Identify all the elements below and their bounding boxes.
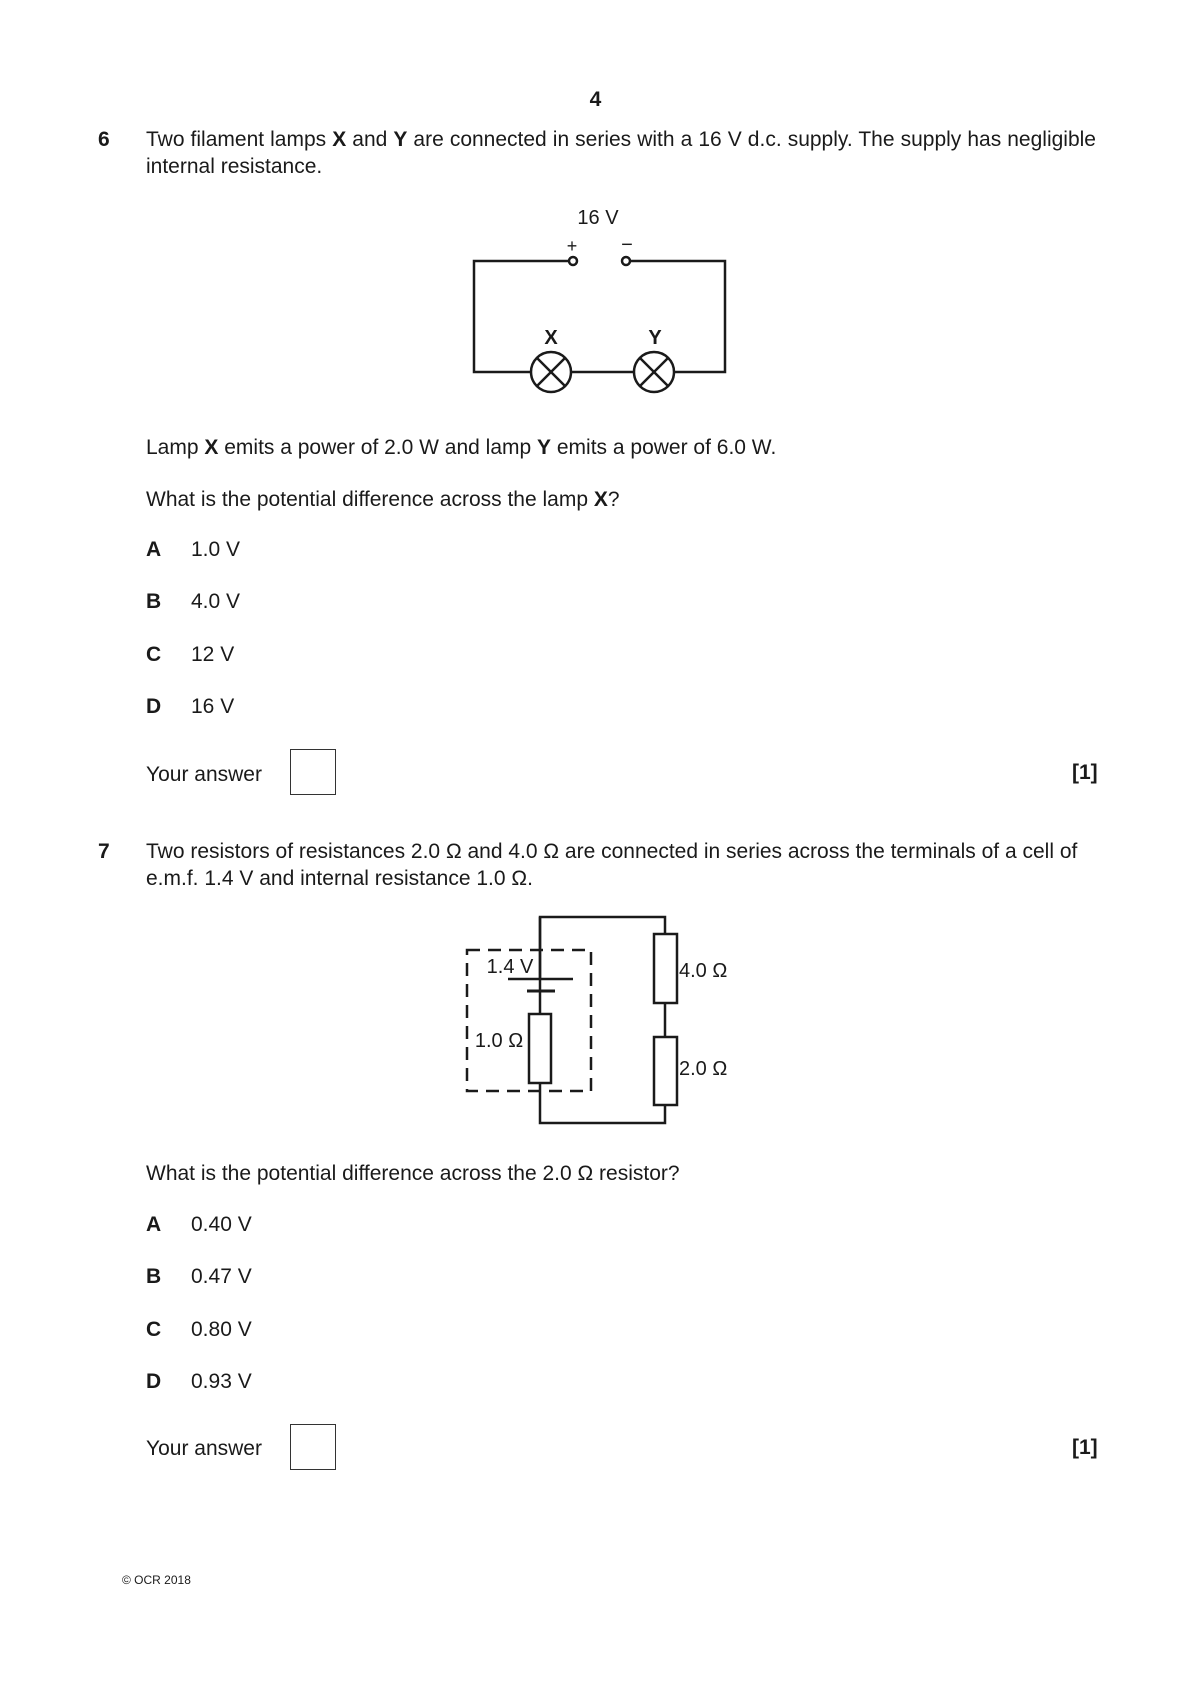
q6-info-part: Lamp [146, 436, 205, 459]
q7-option-c-letter: C [146, 1318, 162, 1341]
q6-plus-sign: + [566, 236, 578, 256]
q6-option-b-value: 4.0 V [191, 590, 241, 613]
q7-wire-bottom [540, 1083, 665, 1123]
q7-question: What is the potential difference across the 2.0 Ω resistor? [146, 1162, 680, 1185]
q6-stem-x: X [332, 128, 347, 151]
q7-resistor-2-ohm-label: 2.0 Ω [679, 1058, 728, 1080]
q6-question-x: X [593, 488, 608, 511]
lamp-y-label: Y [648, 327, 662, 349]
q6-stem-y: Y [393, 128, 408, 151]
q6-stem-part: and [346, 128, 394, 151]
q6-option-d-letter: D [146, 695, 162, 718]
q7-option-b-letter: B [146, 1265, 162, 1288]
q6-option-c-letter: C [146, 643, 162, 666]
question-7-stem: Two resistors of resistances 2.0 Ω and 4.0 Ω are connected in series across the terminals of a cell of e.m.f. 1.4 V and internal resistance 1.0 Ω. [146, 840, 1078, 890]
q6-stem-part: Two filament lamps [146, 128, 333, 151]
q6-info-part: emits a power of 2.0 W and lamp [218, 436, 538, 459]
q6-option-a-letter: A [146, 538, 162, 561]
lamp-x-label: X [544, 327, 558, 349]
question-6-number: 6 [98, 128, 110, 151]
q6-answer-label: Your answer [146, 763, 262, 786]
q7-internal-resistance-label: 1.0 Ω [474, 1030, 524, 1052]
q6-option-b-letter: B [146, 590, 162, 613]
q6-info-x: X [204, 436, 219, 459]
q7-resistor-4-ohm-label: 4.0 Ω [679, 960, 728, 982]
q7-option-d-value: 0.93 V [191, 1370, 252, 1393]
q7-marks: [1] [1072, 1436, 1098, 1459]
q6-question-part: ? [607, 488, 620, 511]
q7-option-d-letter: D [146, 1370, 162, 1393]
question-7-number: 7 [98, 840, 110, 863]
q7-resistor-4-ohm [654, 934, 677, 1003]
q6-option-c-value: 12 V [191, 643, 235, 666]
q7-answer-box[interactable] [290, 1424, 336, 1470]
q6-minus-sign: − [621, 234, 633, 256]
q7-option-b-value: 0.47 V [191, 1265, 252, 1288]
q7-resistor-2-ohm [654, 1037, 677, 1105]
q6-option-a-value: 1.0 V [191, 538, 241, 561]
q6-option-d-value: 16 V [191, 695, 235, 718]
q6-info-part: emits a power of 6.0 W. [551, 436, 777, 459]
page-number: 4 [589, 88, 602, 111]
q7-option-c-value: 0.80 V [191, 1318, 252, 1341]
q7-answer-label: Your answer [146, 1437, 262, 1460]
q6-info-y: Y [537, 436, 552, 459]
copyright-footer: © OCR 2018 [122, 1573, 191, 1587]
q7-option-a-value: 0.40 V [191, 1213, 252, 1236]
q7-emf-label: 1.4 V [486, 956, 534, 978]
q6-question-part: What is the potential difference across the lamp [146, 488, 594, 511]
q6-stem-part: are connected in series with a 16 V d.c. supply. The supply has negligible internal resistance. [146, 128, 1096, 178]
q7-internal-resistor [529, 1014, 551, 1083]
q6-supply-label: 16 V [577, 207, 619, 229]
q7-option-a-letter: A [146, 1213, 162, 1236]
q6-marks: [1] [1072, 761, 1098, 784]
